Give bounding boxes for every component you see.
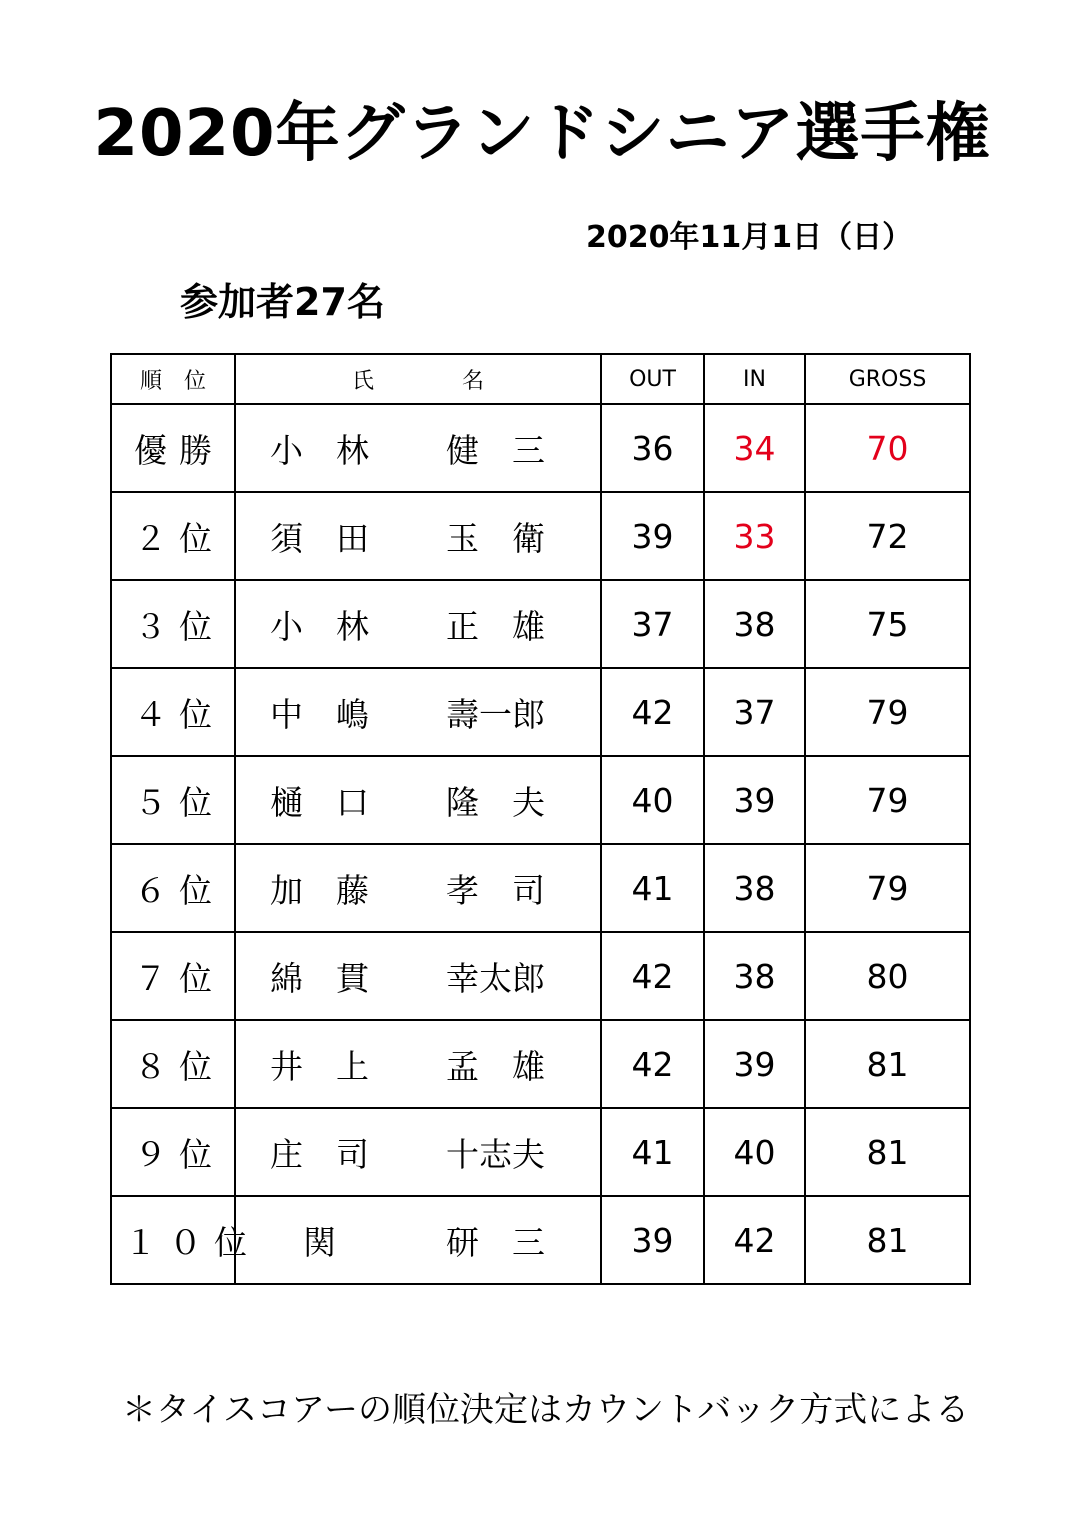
name-cell xyxy=(235,404,601,492)
rank-label: ８位 xyxy=(134,1046,224,1086)
table-row xyxy=(111,1196,970,1284)
out-score: 37 xyxy=(601,580,704,668)
rank-cell xyxy=(111,1196,259,1284)
table-row xyxy=(111,1108,970,1196)
in-score: 33 xyxy=(704,492,805,580)
out-score: 39 xyxy=(601,492,704,580)
given-name: 孝 司 xyxy=(446,870,545,910)
rank-cell xyxy=(111,668,235,756)
in-score: 38 xyxy=(704,844,805,932)
results-table xyxy=(110,353,971,1285)
family-name: 庄 司 xyxy=(270,1134,369,1174)
results-body xyxy=(111,404,970,1284)
family-name: 綿 貫 xyxy=(270,958,369,998)
header-rank: 順 位 xyxy=(111,354,235,404)
table-row xyxy=(111,668,970,756)
rank-label: ４位 xyxy=(134,694,224,734)
given-name: 壽一郎 xyxy=(446,694,545,734)
in-score: 39 xyxy=(704,1020,805,1108)
rank-cell xyxy=(111,1108,235,1196)
rank-label: ３位 xyxy=(134,606,224,646)
family-name: 関 xyxy=(270,1222,336,1262)
gross-score: 75 xyxy=(805,580,970,668)
name-cell xyxy=(235,492,601,580)
in-score: 38 xyxy=(704,932,805,1020)
family-name: 小 林 xyxy=(270,430,369,470)
family-name: 加 藤 xyxy=(270,870,369,910)
name-cell xyxy=(235,1108,601,1196)
rank-label: ６位 xyxy=(134,870,224,910)
table-row xyxy=(111,756,970,844)
given-name: 幸太郎 xyxy=(446,958,545,998)
out-score: 39 xyxy=(601,1196,704,1284)
name-cell xyxy=(235,756,601,844)
header-in: IN xyxy=(704,354,805,404)
family-name: 須 田 xyxy=(270,518,369,558)
rank-cell xyxy=(111,756,235,844)
in-score: 38 xyxy=(704,580,805,668)
family-name: 小 林 xyxy=(270,606,369,646)
gross-score: 79 xyxy=(805,668,970,756)
table-row xyxy=(111,492,970,580)
given-name: 十志夫 xyxy=(446,1134,545,1174)
gross-score: 80 xyxy=(805,932,970,1020)
out-score: 41 xyxy=(601,844,704,932)
table-row xyxy=(111,580,970,668)
page-title: 2020年グランドシニア選手権 xyxy=(93,97,991,171)
gross-score: 81 xyxy=(805,1020,970,1108)
rank-cell xyxy=(111,492,235,580)
rank-cell xyxy=(111,932,235,1020)
gross-score: 72 xyxy=(805,492,970,580)
name-cell xyxy=(235,1020,601,1108)
rank-cell xyxy=(111,1020,235,1108)
participant-count: 参加者27名 xyxy=(180,280,385,324)
given-name: 玉 衛 xyxy=(446,518,545,558)
table-row xyxy=(111,404,970,492)
family-name: 樋 口 xyxy=(270,782,369,822)
given-name: 隆 夫 xyxy=(446,782,545,822)
gross-score: 81 xyxy=(805,1108,970,1196)
given-name: 正 雄 xyxy=(446,606,545,646)
rank-label: ９位 xyxy=(134,1134,224,1174)
table-row xyxy=(111,1020,970,1108)
in-score: 34 xyxy=(704,404,805,492)
rank-label: １０位 xyxy=(124,1222,259,1262)
out-score: 36 xyxy=(601,404,704,492)
out-score: 42 xyxy=(601,668,704,756)
given-name: 孟 雄 xyxy=(446,1046,545,1086)
name-cell xyxy=(235,668,601,756)
gross-score: 70 xyxy=(805,404,970,492)
rank-cell xyxy=(111,404,235,492)
table-row xyxy=(111,932,970,1020)
name-cell xyxy=(235,580,601,668)
rank-cell xyxy=(111,580,235,668)
header-name: 氏 名 xyxy=(235,354,601,404)
family-name: 中 嶋 xyxy=(270,694,369,734)
gross-score: 79 xyxy=(805,844,970,932)
out-score: 42 xyxy=(601,1020,704,1108)
rank-cell xyxy=(111,844,235,932)
name-cell xyxy=(235,1196,601,1284)
name-cell xyxy=(235,932,601,1020)
header-gross: GROSS xyxy=(805,354,970,404)
out-score: 42 xyxy=(601,932,704,1020)
gross-score: 81 xyxy=(805,1196,970,1284)
header-out: OUT xyxy=(601,354,704,404)
event-date: 2020年11月1日（日） xyxy=(586,220,913,255)
out-score: 40 xyxy=(601,756,704,844)
given-name: 健 三 xyxy=(446,430,545,470)
family-name: 井 上 xyxy=(270,1046,369,1086)
in-score: 40 xyxy=(704,1108,805,1196)
table-header-row xyxy=(111,354,970,404)
gross-score: 79 xyxy=(805,756,970,844)
rank-label: ７位 xyxy=(134,958,224,998)
table-row xyxy=(111,844,970,932)
in-score: 37 xyxy=(704,668,805,756)
name-cell xyxy=(235,844,601,932)
out-score: 41 xyxy=(601,1108,704,1196)
in-score: 42 xyxy=(704,1196,805,1284)
rank-label: ２位 xyxy=(134,518,224,558)
rank-label: ５位 xyxy=(134,782,224,822)
given-name: 研 三 xyxy=(446,1222,545,1262)
footnote: ＊タイスコアーの順位決定はカウントバック方式による xyxy=(122,1390,970,1430)
rank-label: 優勝 xyxy=(134,430,224,470)
in-score: 39 xyxy=(704,756,805,844)
